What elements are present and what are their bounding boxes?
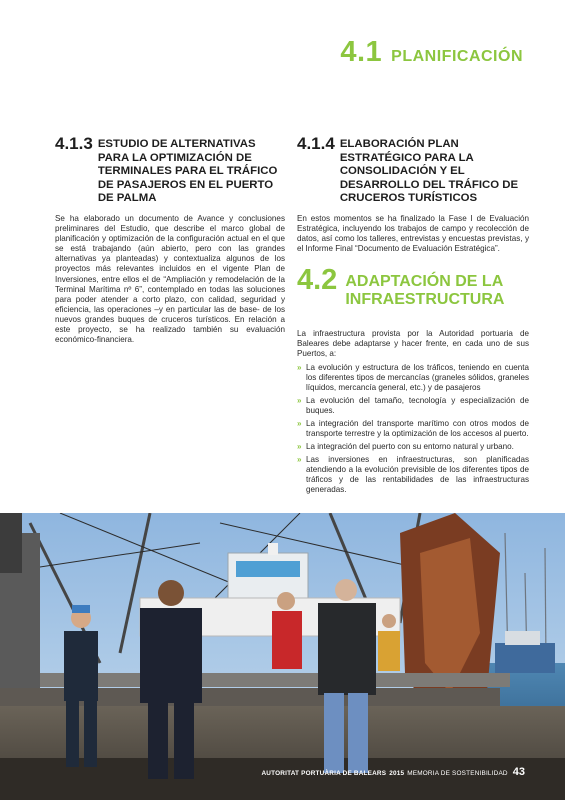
section-heading bbox=[55, 134, 285, 206]
footer-org: AUTORITAT PORTUÀRIA DE BALEARS bbox=[261, 770, 387, 777]
page-footer bbox=[261, 766, 525, 778]
list-item-text: Las inversiones en infraestructuras, son planificadas atendiendo a la evolución previsible de los diferentes tipos de tráficos y de las rentabilidades de las infraestructuras generadas. bbox=[306, 455, 529, 495]
section-4-2 bbox=[297, 266, 529, 498]
section-number: 4.2 bbox=[297, 264, 338, 296]
list-item-text: La integración del transporte marítimo con otros modos de transporte terrestre y la optimización de los accesos al puerto. bbox=[306, 419, 529, 439]
section-title: ELABORACIÓN PLAN ESTRATÉGICO PARA LA CONSOLIDACIÓN Y EL DESARROLLO DEL TRÁFICO DE CRUCEROS TURÍSTICOS bbox=[339, 138, 519, 205]
bullet-icon: » bbox=[297, 442, 302, 452]
section-body: Se ha elaborado un documento de Avance y conclusiones preliminares del Estudio, que describe el marco global de planificación y optimización de la configuración actual en el que se está trabajando (aún abierto, pero con las grandes alternativas ya planteadas) y contextualiza algunos de los proyectos más relevantes incluidos en el vigente Plan de Inversiones, entre ellos el de “Ampliación y remodelación de la Terminal Marítima nº 6”, contemplado en todas las soluciones para poder atender a corto plazo, con calidad, seguridad y eficiencia, las operaciones –y en particular las de base- de los nuevos grandes buques de cruceros turísticos. En relación a este proyecto, se ha realizado también su evaluación económico-financiera. bbox=[55, 213, 285, 345]
list-item bbox=[297, 442, 529, 452]
bullet-icon: » bbox=[297, 419, 302, 429]
footer-year: 2015 bbox=[389, 770, 405, 777]
section-body: En estos momentos se ha finalizado la Fase I de Evaluación Estratégica, incluyendo los trabajos de campo y recolección de datos, así como los talleres, entrevistas y encuestas previstas, y el Informe Final “Documento de Evaluación Estratégica”. bbox=[297, 213, 529, 254]
list-item bbox=[297, 419, 529, 439]
list-item bbox=[297, 455, 529, 495]
chapter-heading bbox=[340, 36, 523, 69]
chapter-number: 4.1 bbox=[340, 36, 383, 68]
page-number: 43 bbox=[512, 766, 525, 778]
harbor-photo bbox=[0, 513, 565, 800]
list-item bbox=[297, 396, 529, 416]
section-heading bbox=[297, 134, 529, 206]
section-number: 4.1.3 bbox=[55, 134, 93, 153]
section-title: ADAPTACIÓN DE LA INFRAESTRUCTURA bbox=[345, 273, 505, 308]
footer-report-title: MEMORIA DE SOSTENIBILIDAD bbox=[407, 770, 508, 777]
section-4-1-3 bbox=[55, 134, 285, 345]
list-item-text: La evolución y estructura de los tráficos, teniendo en cuenta los diferentes tipos de mercancías (graneles sólidos, graneles líquidos, mercancía general, etc.) y de pasajeros bbox=[306, 363, 529, 393]
bullet-list bbox=[297, 363, 529, 495]
section-title: ESTUDIO DE ALTERNATIVAS PARA LA OPTIMIZACIÓN DE TERMINALES PARA EL TRÁFICO DE PASAJEROS EN EL PUERTO DE PALMA bbox=[97, 138, 278, 205]
section-heading bbox=[297, 266, 529, 309]
bullet-icon: » bbox=[297, 363, 302, 373]
chapter-title: PLANIFICACIÓN bbox=[391, 48, 523, 65]
list-item bbox=[297, 363, 529, 393]
bullet-icon: » bbox=[297, 455, 302, 465]
section-4-1-4 bbox=[297, 134, 529, 254]
bullet-icon: » bbox=[297, 396, 302, 406]
section-number: 4.1.4 bbox=[297, 134, 335, 153]
list-item-text: La evolución del tamaño, tecnología y especialización de buques. bbox=[306, 396, 529, 416]
list-item-text: La integración del puerto con su entorno natural y urbano. bbox=[306, 442, 514, 452]
section-intro: La infraestructura provista por la Autoridad portuaria de Baleares debe adaptarse y hacer frente, en cada uno de sus Puertos, a: bbox=[297, 329, 529, 359]
